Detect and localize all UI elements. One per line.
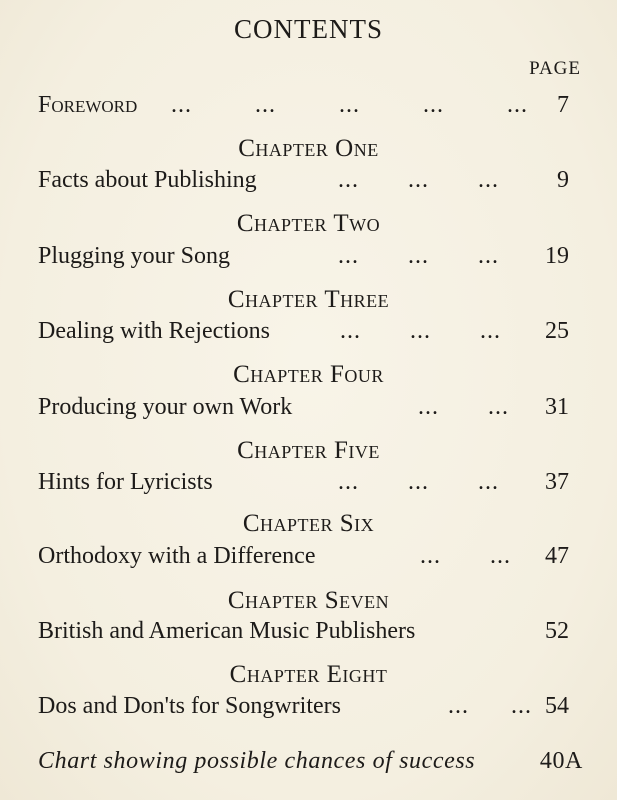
leader-dots: ... ... ... [338,243,499,269]
chapter-seven-entry[interactable] [38,614,569,648]
chapter-two-title: Plugging your Song [38,243,231,269]
page-column-label: PAGE [529,58,581,79]
chapter-one-page: 9 [557,167,569,193]
leader-dots: ... ... ... [338,469,499,495]
chapter-five-entry[interactable] [38,465,569,499]
chapter-five-page: 37 [545,469,569,495]
chapter-four-page: 31 [545,394,569,420]
chart-page: 40A [539,748,583,774]
chapter-four-title: Producing your own Work [38,394,293,420]
foreword-title: Foreword [38,92,138,118]
chapter-two-heading: Chapter Two [236,210,381,237]
leader-dots: ... ... [448,693,532,719]
chapter-eight-heading: Chapter Eight [229,661,388,688]
chapter-six-title: Orthodoxy with a Difference [38,543,316,569]
chart-entry[interactable] [38,744,583,778]
chapter-six-entry[interactable] [38,539,569,573]
leader-dots: ... ... ... [340,318,501,344]
chapter-seven-page: 52 [545,618,569,644]
chapter-two-entry[interactable] [38,239,569,273]
leader-dots: ... ... [418,394,509,420]
chapter-five-heading: Chapter Five [237,437,380,464]
chapter-four-heading: Chapter Four [233,361,384,388]
chapter-eight-page: 54 [545,693,569,719]
chapter-six-heading: Chapter Six [242,510,375,537]
chapter-five-title: Hints for Lyricists [38,469,213,495]
chart-title: Chart showing possible chances of success [38,748,476,774]
chapter-seven-heading: Chapter Seven [227,587,390,614]
foreword-page: 7 [557,92,569,118]
chapter-three-entry[interactable] [38,314,569,348]
leader-dots: ... ... [420,543,511,569]
chapter-one-entry[interactable] [38,163,569,197]
chapter-three-title: Dealing with Rejections [38,318,270,344]
chapter-eight-title: Dos and Don'ts for Songwriters [38,693,341,719]
leader-dots: ... ... ... ... ... [171,92,528,118]
chapter-one-title: Facts about Publishing [38,167,257,193]
chapter-three-page: 25 [545,318,569,344]
chapter-three-heading: Chapter Three [227,286,390,313]
chapter-six-page: 47 [545,543,569,569]
chapter-one-heading: Chapter One [238,135,379,162]
chapter-seven-title: British and American Music Publishers [38,618,416,644]
leader-dots: ... ... ... [338,167,499,193]
foreword-entry[interactable] [38,88,569,122]
contents-heading: CONTENTS [234,14,383,44]
chapter-two-page: 19 [545,243,569,269]
chapter-four-entry[interactable] [38,390,569,424]
chapter-eight-entry[interactable] [38,689,569,723]
